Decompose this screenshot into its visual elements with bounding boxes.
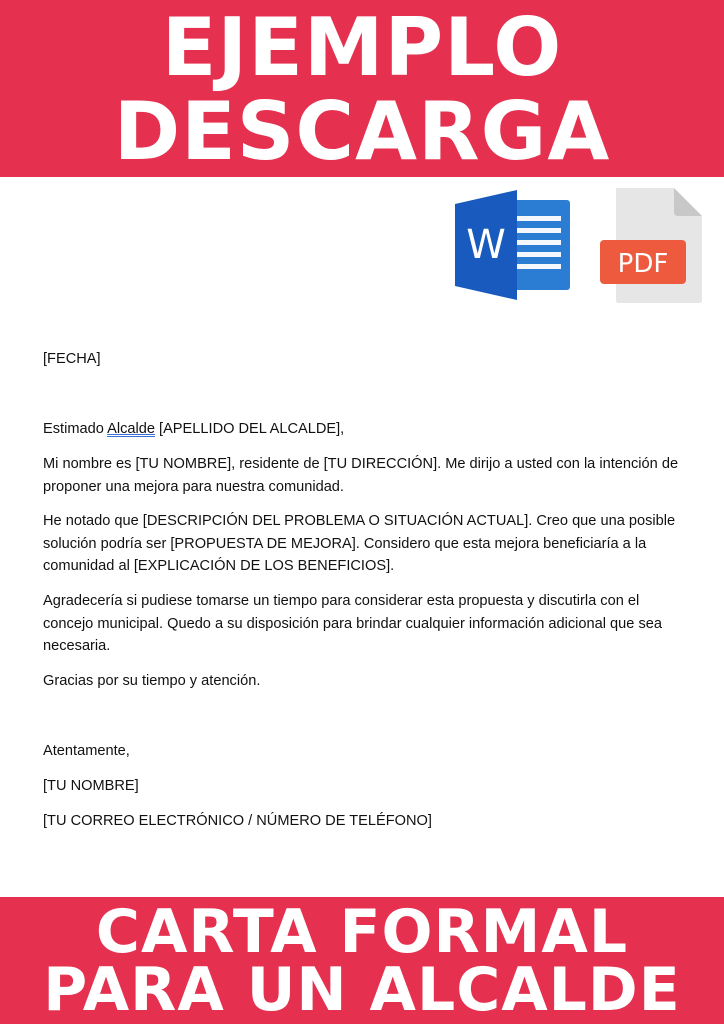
letter-paragraph: Mi nombre es [TU NOMBRE], residente de [TU DIRECCIÓN]. Me dirijo a usted con la intención de proponer una mejora para nuestra comunidad.	[43, 456, 679, 495]
footer-title-line2: PARA UN ALCALDE	[43, 955, 681, 1025]
footer-title-line1: CARTA FORMAL	[95, 897, 629, 967]
letter-paragraph: Gracias por su tiempo y atención.	[43, 673, 261, 689]
header-banner	[0, 0, 724, 177]
letter-contact: [TU CORREO ELECTRÓNICO / NÚMERO DE TELÉFONO]	[43, 813, 432, 829]
pdf-download-icon[interactable]	[598, 188, 702, 303]
greeting-prefix: Estimado	[43, 421, 108, 437]
letter-paragraph: Agradecería si pudiese tomarse un tiempo para considerar esta propuesta y discutirla con el concejo municipal. Quedo a su disposición para brindar cualquier información adicional que sea necesaria.	[43, 593, 662, 654]
word-icon	[455, 190, 570, 300]
letter-greeting	[43, 418, 344, 441]
letter-signature-name: [TU NOMBRE]	[43, 778, 139, 794]
greeting-suffix: [APELLIDO DEL ALCALDE],	[154, 421, 345, 437]
pdf-icon-label: PDF	[617, 249, 669, 279]
pdf-icon	[598, 188, 702, 303]
word-download-icon[interactable]	[455, 190, 570, 300]
header-title-line2: DESCARGA	[113, 85, 611, 178]
letter-date: [FECHA]	[43, 351, 101, 367]
word-icon-letter: W	[466, 222, 506, 268]
letter-paragraph: He notado que [DESCRIPCIÓN DEL PROBLEMA O SITUACIÓN ACTUAL]. Creo que una posible solución podría ser [PROPUESTA DE MEJORA]. Considero que esta mejora beneficiaría a la comunidad al [EXPLICACIÓN DE LOS BENEFICIOS].	[43, 513, 676, 574]
letter-closing: Atentamente,	[43, 743, 130, 759]
greeting-title: Alcalde	[107, 421, 155, 437]
header-title-line1: EJEMPLO	[161, 1, 563, 94]
footer-banner	[0, 897, 724, 1024]
